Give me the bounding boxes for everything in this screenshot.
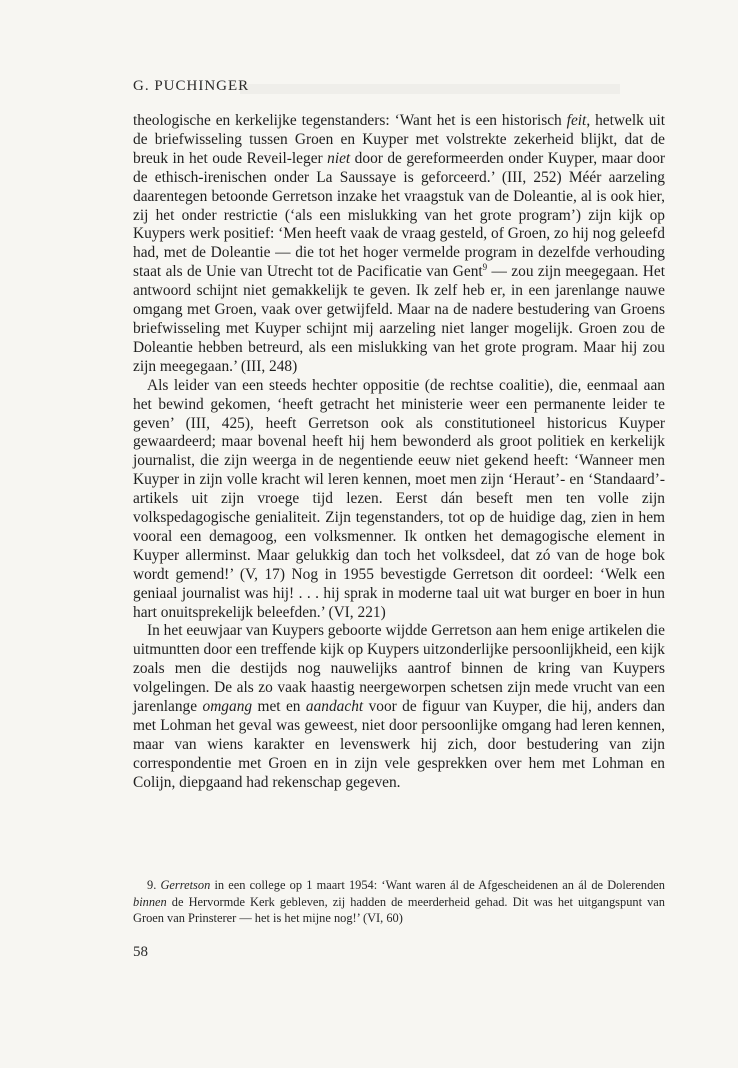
italic-text: binnen [133, 894, 167, 909]
paragraph [133, 377, 665, 623]
text-run: de Hervormde Kerk gebleven, zij hadden de meerderheid gehad. Dit was het uitgangspunt van Groen van Prinsterer — het is het mijne nog!’ (VI, 60) [133, 894, 665, 926]
footnote-marker: 9 [482, 262, 488, 273]
text-run: 9. [147, 878, 161, 892]
paragraph [133, 112, 665, 377]
text-run: met en [252, 698, 306, 716]
italic-text: niet [327, 149, 351, 167]
text-run: — zou zijn meegegaan. Het antwoord schijnt niet gemakkelijk te geven. Ik zelf heb er, in een jarenlange nauwe omgang met Groen, vaak over getwijfeld. Maar na de nadere bestudering van Groens briefwisseling met Kuyper schijnt mij aarzeling niet langer mogelijk. Groen zou de Doleantie hebben betreurd, als een mislukking van het grote program. Maar hij zou zijn meegegaan.’ (III, 248) [133, 263, 665, 375]
text-run: door de gereformeerden onder Kuyper, maar door de ethisch-irenischen onder La Saussaye is geforceerd.’ (III, 252) Méér aarzeling daarentegen betoonde Gerretson inzake het vraagstuk van de Doleantie, al is ook hier, zij het onder restrictie (‘als een mislukking van het grote program’) zijn kijk op Kuypers werk positief: ‘Men heeft vaak de vraag gesteld, of Groen, zo hij nog geleefd had, met de Doleantie — die tot het hoger vermelde program in dezelfde verhouding staat als de Unie van Utrecht tot de Pacificatie van Gent [133, 149, 666, 281]
footnote [133, 877, 665, 927]
show-through-band [240, 84, 620, 94]
text-run: In het eeuwjaar van Kuypers geboorte wijdde Gerretson aan hem enige artikelen die uitmuntten door een treffende kijk op Kuypers uitzonderlijke persoonlijkheid, een kijk zoals men die destijds nog nauwelijks aantrof binnen de kring van Kuypers volgelingen. De als zo vaak haastig neergeworpen schetsen zijn mede vrucht van een jarenlange [133, 622, 665, 716]
text-run: in een college op 1 maart 1954: ‘Want waren ál de Afgescheidenen an ál de Dolerenden [210, 878, 665, 892]
running-head: G. PUCHINGER [133, 78, 250, 94]
italic-text: Gerretson [160, 878, 211, 892]
paragraph [133, 622, 665, 792]
text-run: , hetwelk uit de briefwisseling tussen Groen en Kuyper met volstrekte zekerheid blijkt, dat de breuk in het oude Reveil-leger [133, 112, 665, 167]
text-run: theologische en kerkelijke tegenstanders: ‘Want het is een historisch [133, 112, 567, 129]
italic-text: omgang [202, 698, 253, 716]
italic-text: feit [566, 112, 587, 129]
main-text [133, 112, 665, 793]
italic-text: aandacht [305, 698, 364, 716]
page-number: 58 [133, 944, 148, 960]
text-run: Als leider van een steeds hechter oppositie (de rechtse coalitie), die, eenmaal aan het bewind gekomen, ‘heeft getracht het ministerie weer een permanente leider te geven’ (III, 425), heeft Gerretson ook als constitutioneel historicus Kuyper gewaardeerd; maar bovenal heeft hij hem bewonderd als groot politiek en kerkelijk journalist, die zijn weerga in de negentiende eeuw niet gekend heeft: ‘Wanneer men Kuyper in zijn volle kracht wil leren kennen, moet men zijn ‘Heraut’- en ‘Standaard’-artikels uit zijn vroege tijd lezen. Eerst dán beseft men ten volle zijn volkspedagogische genialiteit. Zijn tegenstanders, tot op de huidige dag, zien in hem vooral een demagoog, een volksmenner. Ik ontken het demagogische element in Kuyper allerminst. Maar gelukkig dan toch het volksdeel, dat zó van de hoge bok wordt gemend!’ (V, 17) Nog in 1955 bevestigde Gerretson dit oordeel: ‘Welk een geniaal journalist was hij! . . . hij sprak in moderne taal uit wat burger en boer in hun hart onuitsprekelijk beleefden.’ (VI, 221) [133, 376, 665, 621]
text-run: voor de figuur van Kuyper, die hij, anders dan met Lohman het geval was geweest, niet door persoonlijke omgang had leren kennen, maar van wiens karakter en levenswerk hij zich, door bestudering van zijn correspondentie met Groen en in zijn vele gesprekken over hem met Lohman en Colijn, diepgaand had rekenschap gegeven. [133, 698, 665, 791]
